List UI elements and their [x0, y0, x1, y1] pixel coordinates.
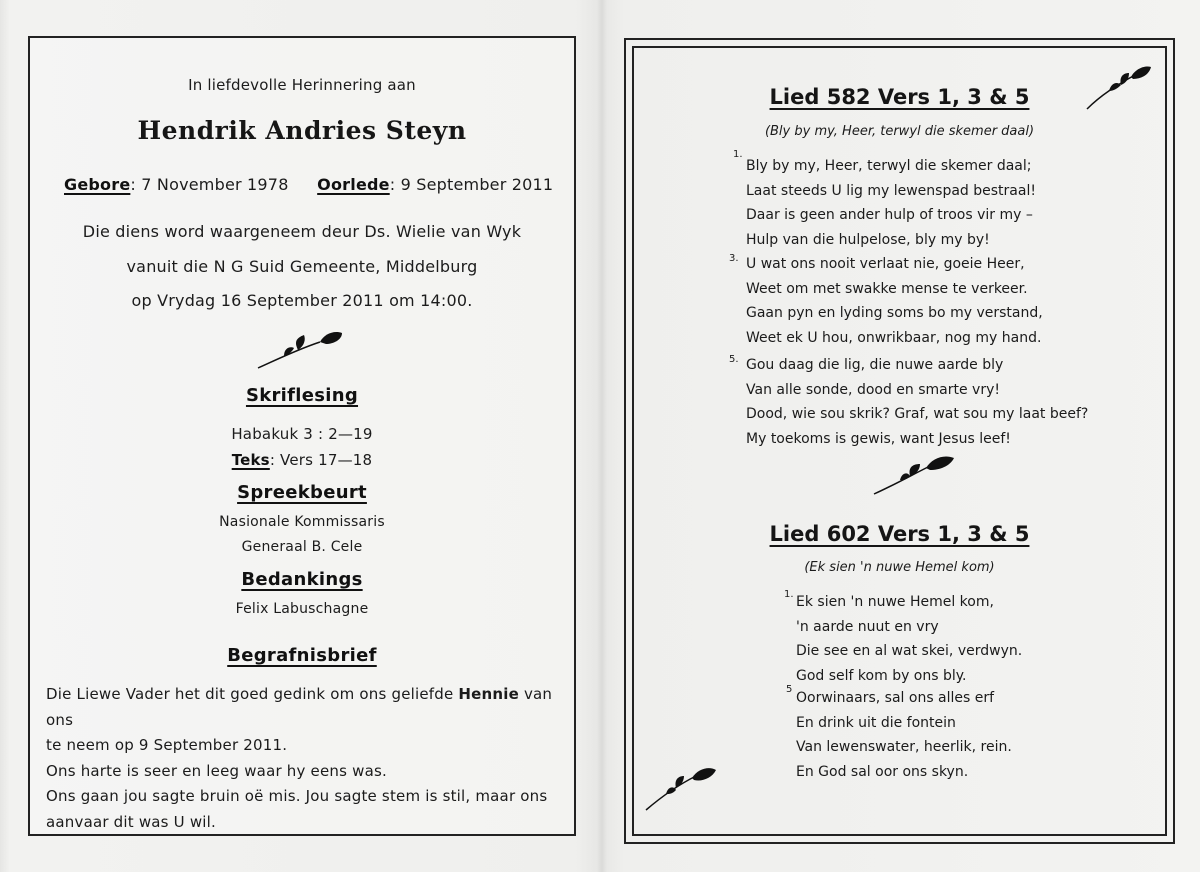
song-2-v5-line-4: En God sal oor ons skyn. [796, 763, 969, 780]
begrafnisbrief-heading: Begrafnisbrief [227, 645, 377, 666]
song-1-verse-1 [746, 154, 1086, 252]
song-1-verse-3-num: 3. [729, 253, 739, 264]
song-2-verse-1 [796, 590, 1096, 688]
scan-edge-shadow [0, 0, 10, 872]
song-1-v1-line-3: Daar is geen ander hulp of troos vir my – [746, 207, 1033, 223]
fold-line [597, 0, 607, 872]
begrafnisbrief-name: Hennie [458, 685, 519, 703]
song-1-v5-line-3: Dood, wie sou skrik? Graf, wat sou my laat beef? [746, 406, 1089, 422]
text-label: Teks [231, 451, 270, 469]
song-2-title: Lied 602 Vers 1, 3 & 5 [769, 522, 1030, 546]
song-1-verse-5-num: 5. [729, 354, 739, 365]
memorial-left-panel [28, 36, 576, 836]
song-2-subtitle: (Ek sien 'n nuwe Hemel kom) [804, 560, 995, 575]
born-label: Gebore [64, 175, 131, 194]
begrafnisbrief-line-1 [46, 682, 558, 733]
song-1-v1-line-4: Hulp van die hulpelose, bly my by! [746, 231, 990, 248]
memorial-intro: In liefdevolle Herinnering aan [188, 76, 416, 94]
song-1-title: Lied 582 Vers 1, 3 & 5 [769, 85, 1030, 109]
rose-icon [870, 450, 962, 498]
text-colon: : [269, 451, 281, 469]
song-2-v5-line-1: Oorwinaars, sal ons alles erf [796, 690, 995, 706]
begrafnisbrief-line-5: aanvaar dit was U wil. [46, 812, 216, 831]
song-1-subtitle: (Bly by my, Heer, terwyl die skemer daal) [764, 124, 1035, 139]
song-1-v3-line-2: Weet om met swakke mense te verkeer. [746, 280, 1028, 297]
begrafnisbrief-line-4: Ons gaan jou sagte bruin oë mis. Jou sagte stem is stil, maar ons [46, 787, 548, 805]
born-colon: : [130, 175, 142, 194]
song-2-v5-line-3: Van lewenswater, heerlik, rein. [796, 739, 1012, 755]
song-1-v1-line-1: Bly by my, Heer, terwyl die skemer daal; [746, 158, 1032, 174]
song-2-verse-5-num: 5 [786, 684, 793, 695]
rose-icon [256, 328, 348, 370]
song-1-verse-5 [746, 353, 1096, 451]
memorial-right-panel [624, 38, 1175, 844]
bedankings-heading: Bedankings [241, 569, 363, 590]
service-line-1: Die diens word waargeneem deur Ds. Wielie van Wyk [82, 222, 522, 241]
song-2-v1-line-3: Die see en al wat skei, verdwyn. [796, 643, 1023, 659]
song-1-verse-1-num: 1. [733, 149, 743, 160]
bedankings-line-1: Felix Labuschagne [235, 601, 369, 617]
song-1-v3-line-3: Gaan pyn en lyding soms bo my verstand, [746, 305, 1043, 321]
spreekbeurt-line-2: Generaal B. Cele [241, 539, 363, 555]
song-2-v1-line-4: God self kom by ons bly. [796, 667, 967, 684]
deceased-name: Hendrik Andries Steyn [137, 116, 467, 145]
died-colon: : [389, 175, 401, 194]
begrafnisbrief-paragraph [46, 682, 558, 835]
service-line-2: vanuit die N G Suid Gemeente, Middelburg [126, 257, 478, 276]
skriflesing-reading: Habakuk 3 : 2—19 [231, 425, 373, 443]
begrafnisbrief-line-1-suffix: van ons [46, 685, 553, 729]
dates-row [64, 175, 554, 194]
service-line-3: op Vrydag 16 September 2011 om 14:00. [131, 291, 473, 310]
song-1-v5-line-4: My toekoms is gewis, want Jesus leef! [746, 430, 1011, 447]
skriflesing-heading: Skriflesing [245, 385, 359, 406]
song-1-v3-line-1: U wat ons nooit verlaat nie, goeie Heer, [746, 256, 1025, 272]
died-date: 9 September 2011 [400, 175, 554, 194]
spreekbeurt-line-1: Nasionale Kommissaris [219, 514, 385, 530]
spreekbeurt-heading: Spreekbeurt [237, 482, 367, 503]
rose-icon [642, 762, 722, 814]
song-2-v1-line-1: Ek sien 'n nuwe Hemel kom, [796, 594, 994, 610]
song-2-v1-line-2: 'n aarde nuut en vry [796, 618, 939, 635]
text-value: Vers 17—18 [280, 451, 373, 469]
begrafnisbrief-line-1-prefix: Die Liewe Vader het dit goed gedink om ons geliefde [46, 685, 459, 703]
begrafnisbrief-line-2: te neem op 9 September 2011. [46, 736, 288, 754]
song-2-v5-line-2: En drink uit die fontein [796, 714, 956, 731]
song-1-v5-line-2: Van alle sonde, dood en smarte vry! [746, 381, 1000, 398]
song-1-v3-line-4: Weet ek U hou, onwrikbaar, nog my hand. [746, 329, 1042, 346]
song-2-verse-5 [796, 686, 1096, 784]
died-label: Oorlede [317, 175, 390, 194]
song-2-verse-1-num: 1. [784, 589, 794, 600]
born-date: 7 November 1978 [141, 175, 289, 194]
begrafnisbrief-line-3: Ons harte is seer en leeg waar hy eens was. [46, 761, 387, 780]
memorial-right-panel-inner [632, 46, 1167, 836]
song-1-verse-3 [746, 252, 1086, 350]
song-1-v5-line-1: Gou daag die lig, die nuwe aarde bly [746, 357, 1004, 373]
skriflesing-text-row [30, 452, 574, 469]
song-1-v1-line-2: Laat steeds U lig my lewenspad bestraal! [746, 182, 1036, 199]
